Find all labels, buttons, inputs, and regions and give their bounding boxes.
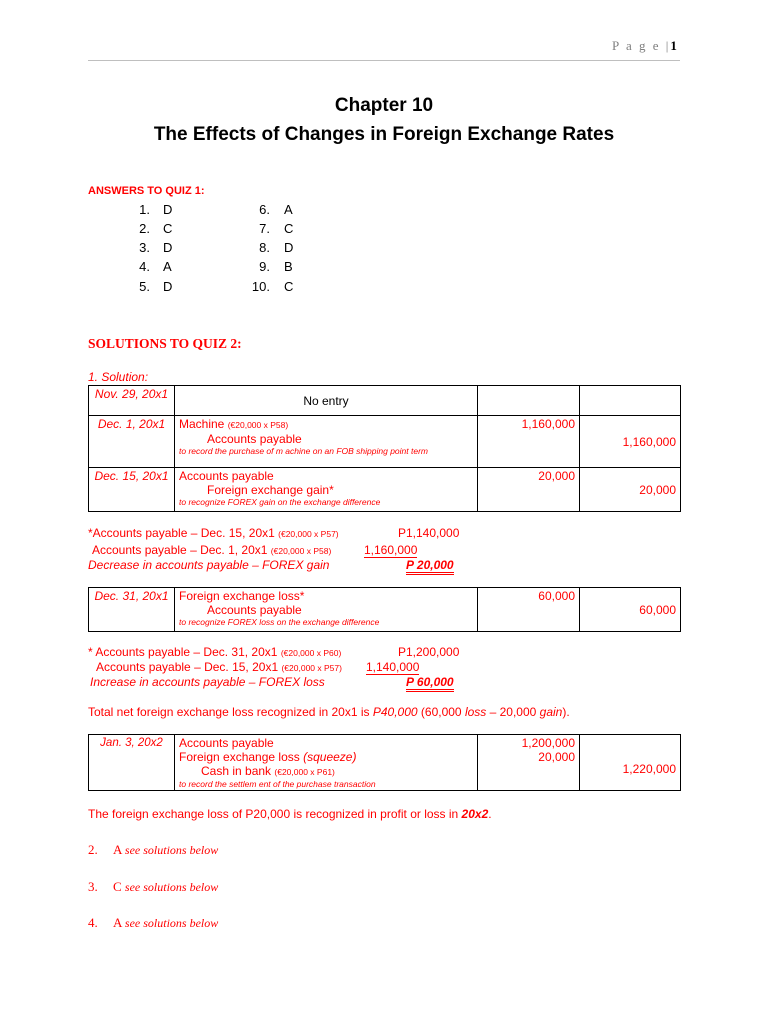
entry-date: Dec. 1, 20x1 [89, 416, 175, 468]
entry-note: to record the settlem ent of the purchase transaction [179, 779, 376, 789]
calc1-line3: Decrease in accounts payable – FOREX gain [88, 558, 330, 572]
table-row [89, 588, 681, 632]
calc1-line2: Accounts payable – Dec. 1, 20x1 (€20,000 x P58) [92, 543, 332, 557]
debit-amounts: 1,200,000 20,000 [478, 735, 580, 791]
entry-date: Jan. 3, 20x2 [89, 735, 175, 791]
calc2-amount3: P 60,000 [406, 675, 454, 689]
quiz1-answer-number: 6. [259, 202, 270, 217]
calc1-amount1: P1,140,000 [398, 526, 460, 540]
quiz1-answer-letter: D [163, 240, 173, 255]
quiz1-answer-number: 8. [259, 240, 270, 255]
quiz1-answer-number: 4. [139, 259, 150, 274]
answer-item: 4. A see solutions below [88, 915, 219, 930]
answer-item: 3. C see solutions below [88, 879, 219, 894]
debit-amount: 60,000 [478, 588, 580, 632]
credit-account: Accounts payable [207, 603, 302, 617]
entry-note: to recognize FOREX loss on the exchange difference [179, 617, 380, 627]
answer-item: 2. A see solutions below [88, 842, 219, 857]
table-row [89, 735, 681, 791]
page-number: P a g e |1 [612, 38, 677, 53]
recognition-text: The foreign exchange loss of P20,000 is recognized in profit or loss in 20x2. [88, 807, 492, 821]
journal-table-1 [88, 385, 681, 512]
quiz1-answer-letter: A [163, 259, 172, 274]
calc2-amount1: P1,200,000 [398, 645, 460, 659]
quiz1-answer-number: 7. [259, 221, 270, 236]
entry-note: to recognize FOREX gain on the exchange difference [179, 497, 381, 507]
quiz1-answer-letter: C [284, 221, 294, 236]
entry-date: Dec. 15, 20x1 [89, 468, 175, 512]
quiz1-answer-letter: C [163, 221, 173, 236]
entry-date: Dec. 31, 20x1 [89, 588, 175, 632]
debit-line: Machine (€20,000 x P58) [179, 417, 289, 431]
journal-table-3 [88, 734, 681, 791]
credit-amount: 20,000 [580, 468, 681, 512]
quiz1-answer-letter: D [163, 279, 173, 294]
credit-amount: 1,160,000 [580, 416, 681, 468]
calc1-line1: *Accounts payable – Dec. 15, 20x1 (€20,000 x P57) [88, 526, 339, 540]
credit-account: Foreign exchange gain* [207, 483, 334, 497]
debit-account: Accounts payable [179, 469, 274, 483]
debit-amount: 1,160,000 [478, 416, 580, 468]
calc1-amount3: P 20,000 [406, 558, 454, 572]
quiz1-answer-letter: D [284, 240, 294, 255]
header-rule [88, 60, 680, 61]
quiz1-heading: ANSWERS TO QUIZ 1: [88, 185, 205, 197]
quiz1-answer-number: 10. [251, 279, 270, 294]
debit-account: Foreign exchange loss* [179, 589, 305, 603]
debit-account-1: Accounts payable [179, 736, 274, 750]
entry-date: Nov. 29, 20x1 [89, 386, 175, 416]
quiz1-answer-letter: A [284, 202, 293, 217]
debit-amount: 20,000 [478, 468, 580, 512]
table-row [89, 386, 681, 416]
solution-label: 1. Solution: [88, 370, 149, 384]
quiz1-answer-number: 2. [139, 221, 150, 236]
credit-amount: 1,220,000 [580, 735, 681, 791]
journal-table-2 [88, 587, 681, 632]
calc2-line2: Accounts payable – Dec. 15, 20x1 (€20,000 x P57) [96, 660, 342, 674]
calc2-line1: * Accounts payable – Dec. 31, 20x1 (€20,000 x P60) [88, 645, 342, 659]
debit-account-2: Foreign exchange loss (squeeze) [179, 750, 357, 764]
entry-note: to record the purchase of m achine on an FOB shipping point term [179, 446, 428, 456]
calc2-amount2: 1,140,000 [366, 660, 420, 674]
quiz1-answer-number: 1. [139, 202, 150, 217]
no-entry-text: No entry [175, 386, 478, 416]
quiz1-answer-number: 3. [139, 240, 150, 255]
credit-amount: 60,000 [580, 588, 681, 632]
table-row [89, 416, 681, 468]
quiz1-answer-number: 5. [139, 279, 150, 294]
quiz1-answer-letter: B [284, 259, 293, 274]
quiz2-heading: SOLUTIONS TO QUIZ 2: [88, 336, 242, 351]
calc2-line3: Increase in accounts payable – FOREX loss [90, 675, 325, 689]
chapter-subtitle: The Effects of Changes in Foreign Exchange Rates [153, 124, 615, 145]
credit-account: Accounts payable [207, 432, 302, 446]
quiz1-answer-letter: C [284, 279, 294, 294]
net-loss-text: Total net foreign exchange loss recognized in 20x1 is P40,000 (60,000 loss – 20,000 gain). [88, 705, 570, 719]
quiz1-answer-letter: D [163, 202, 173, 217]
chapter-title: Chapter 10 [334, 95, 434, 116]
quiz1-answer-number: 9. [259, 259, 270, 274]
credit-account: Cash in bank (€20,000 x P61) [201, 764, 335, 778]
calc1-amount2: 1,160,000 [364, 543, 418, 557]
table-row [89, 468, 681, 512]
